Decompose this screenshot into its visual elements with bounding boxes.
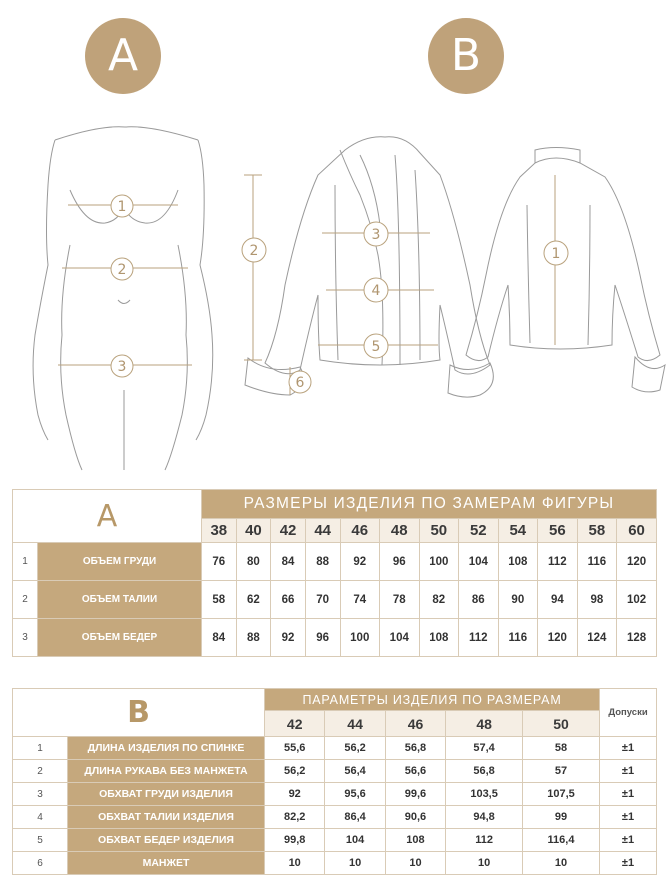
value-cell: 57,4 [446, 737, 523, 760]
front-marker-5: 5 [371, 339, 381, 355]
value-cell: 100 [340, 619, 380, 657]
size-cell: 50 [419, 519, 459, 543]
size-cell: 50 [523, 711, 600, 737]
row-label: ОБХВАТ БЕДЕР ИЗДЕЛИЯ [68, 829, 265, 852]
table-row [13, 581, 657, 619]
value-cell: 104 [380, 619, 420, 657]
front-marker-6: 6 [295, 375, 305, 391]
value-cell: 86,4 [325, 806, 385, 829]
value-cell: 124 [577, 619, 617, 657]
back-jacket-drawing [466, 148, 665, 392]
value-cell: 55,6 [265, 737, 325, 760]
value-cell: 56,8 [385, 737, 445, 760]
table-row [13, 543, 657, 581]
row-index: 6 [13, 852, 68, 875]
size-cell: 42 [271, 519, 306, 543]
tolerance-cell: ±1 [600, 829, 657, 852]
badge-a: A [85, 18, 161, 94]
value-cell: 90 [498, 581, 538, 619]
tolerance-cell: ±1 [600, 783, 657, 806]
front-marker-3: 3 [371, 227, 381, 243]
row-label: ОБЪЕМ ТАЛИИ [38, 581, 202, 619]
value-cell: 112 [538, 543, 578, 581]
table-b-letter: B [13, 689, 265, 737]
value-cell: 120 [617, 543, 657, 581]
front-marker-4: 4 [371, 283, 381, 299]
table-figure-measurements [12, 489, 657, 657]
size-cell: 46 [340, 519, 380, 543]
table-b-title: ПАРАМЕТРЫ ИЗДЕЛИЯ ПО РАЗМЕРАМ [265, 689, 600, 711]
value-cell: 76 [202, 543, 237, 581]
value-cell: 104 [459, 543, 499, 581]
size-cell: 40 [236, 519, 271, 543]
value-cell: 107,5 [523, 783, 600, 806]
size-cell: 42 [265, 711, 325, 737]
row-label: ДЛИНА РУКАВА БЕЗ МАНЖЕТА [68, 760, 265, 783]
value-cell: 88 [236, 619, 271, 657]
front-jacket-drawing [245, 137, 493, 397]
table-row [13, 852, 657, 875]
value-cell: 58 [202, 581, 237, 619]
size-cell: 56 [538, 519, 578, 543]
row-index: 1 [13, 737, 68, 760]
row-index: 3 [13, 783, 68, 806]
value-cell: 120 [538, 619, 578, 657]
row-label: ОБХВАТ ТАЛИИ ИЗДЕЛИЯ [68, 806, 265, 829]
value-cell: 99 [523, 806, 600, 829]
table-garment-parameters [12, 688, 657, 875]
value-cell: 88 [305, 543, 340, 581]
value-cell: 128 [617, 619, 657, 657]
size-cell: 38 [202, 519, 237, 543]
size-cell: 46 [385, 711, 445, 737]
value-cell: 82 [419, 581, 459, 619]
value-cell: 96 [305, 619, 340, 657]
row-label: ОБХВАТ ГРУДИ ИЗДЕЛИЯ [68, 783, 265, 806]
tolerance-cell: ±1 [600, 806, 657, 829]
value-cell: 86 [459, 581, 499, 619]
table-row [13, 829, 657, 852]
value-cell: 56,8 [446, 760, 523, 783]
size-cell: 54 [498, 519, 538, 543]
size-cell: 58 [577, 519, 617, 543]
value-cell: 56,4 [325, 760, 385, 783]
value-cell: 92 [265, 783, 325, 806]
value-cell: 108 [419, 619, 459, 657]
tolerance-cell: ±1 [600, 737, 657, 760]
value-cell: 70 [305, 581, 340, 619]
row-label: ОБЪЕМ БЕДЕР [38, 619, 202, 657]
value-cell: 102 [617, 581, 657, 619]
value-cell: 100 [419, 543, 459, 581]
row-index: 2 [13, 581, 38, 619]
row-label: МАНЖЕТ [68, 852, 265, 875]
value-cell: 78 [380, 581, 420, 619]
body-marker-3: 3 [117, 359, 127, 375]
value-cell: 99,8 [265, 829, 325, 852]
value-cell: 98 [577, 581, 617, 619]
table-a-title: РАЗМЕРЫ ИЗДЕЛИЯ ПО ЗАМЕРАМ ФИГУРЫ [202, 490, 657, 519]
row-index: 2 [13, 760, 68, 783]
value-cell: 94 [538, 581, 578, 619]
value-cell: 92 [340, 543, 380, 581]
measurement-illustration [0, 95, 670, 475]
table-a-letter: A [13, 490, 202, 543]
value-cell: 80 [236, 543, 271, 581]
row-label: ОБЪЕМ ГРУДИ [38, 543, 202, 581]
row-index: 3 [13, 619, 38, 657]
table-row [13, 760, 657, 783]
value-cell: 66 [271, 581, 306, 619]
table-row [13, 619, 657, 657]
row-index: 1 [13, 543, 38, 581]
value-cell: 108 [385, 829, 445, 852]
value-cell: 94,8 [446, 806, 523, 829]
value-cell: 84 [271, 543, 306, 581]
value-cell: 10 [523, 852, 600, 875]
value-cell: 108 [498, 543, 538, 581]
size-cell: 44 [305, 519, 340, 543]
value-cell: 56,2 [325, 737, 385, 760]
size-cell: 52 [459, 519, 499, 543]
value-cell: 116,4 [523, 829, 600, 852]
size-cell: 48 [446, 711, 523, 737]
size-cell: 48 [380, 519, 420, 543]
size-cell: 44 [325, 711, 385, 737]
row-index: 4 [13, 806, 68, 829]
value-cell: 99,6 [385, 783, 445, 806]
value-cell: 10 [446, 852, 523, 875]
value-cell: 58 [523, 737, 600, 760]
value-cell: 10 [385, 852, 445, 875]
body-marker-1: 1 [117, 199, 127, 215]
value-cell: 90,6 [385, 806, 445, 829]
back-marker-1: 1 [551, 246, 561, 262]
value-cell: 62 [236, 581, 271, 619]
value-cell: 84 [202, 619, 237, 657]
value-cell: 116 [577, 543, 617, 581]
front-marker-2: 2 [249, 243, 259, 259]
value-cell: 56,2 [265, 760, 325, 783]
value-cell: 10 [265, 852, 325, 875]
value-cell: 116 [498, 619, 538, 657]
value-cell: 104 [325, 829, 385, 852]
row-label: ДЛИНА ИЗДЕЛИЯ ПО СПИНКЕ [68, 737, 265, 760]
table-row [13, 783, 657, 806]
table-row [13, 806, 657, 829]
value-cell: 57 [523, 760, 600, 783]
value-cell: 95,6 [325, 783, 385, 806]
table-row [13, 737, 657, 760]
body-marker-2: 2 [117, 262, 127, 278]
tolerance-header: Допуски [600, 689, 657, 737]
value-cell: 112 [446, 829, 523, 852]
value-cell: 92 [271, 619, 306, 657]
tolerance-cell: ±1 [600, 852, 657, 875]
value-cell: 103,5 [446, 783, 523, 806]
size-cell: 60 [617, 519, 657, 543]
value-cell: 74 [340, 581, 380, 619]
row-index: 5 [13, 829, 68, 852]
badge-b: B [428, 18, 504, 94]
value-cell: 56,6 [385, 760, 445, 783]
tolerance-cell: ±1 [600, 760, 657, 783]
value-cell: 96 [380, 543, 420, 581]
value-cell: 112 [459, 619, 499, 657]
body-figure [33, 127, 213, 470]
value-cell: 82,2 [265, 806, 325, 829]
value-cell: 10 [325, 852, 385, 875]
